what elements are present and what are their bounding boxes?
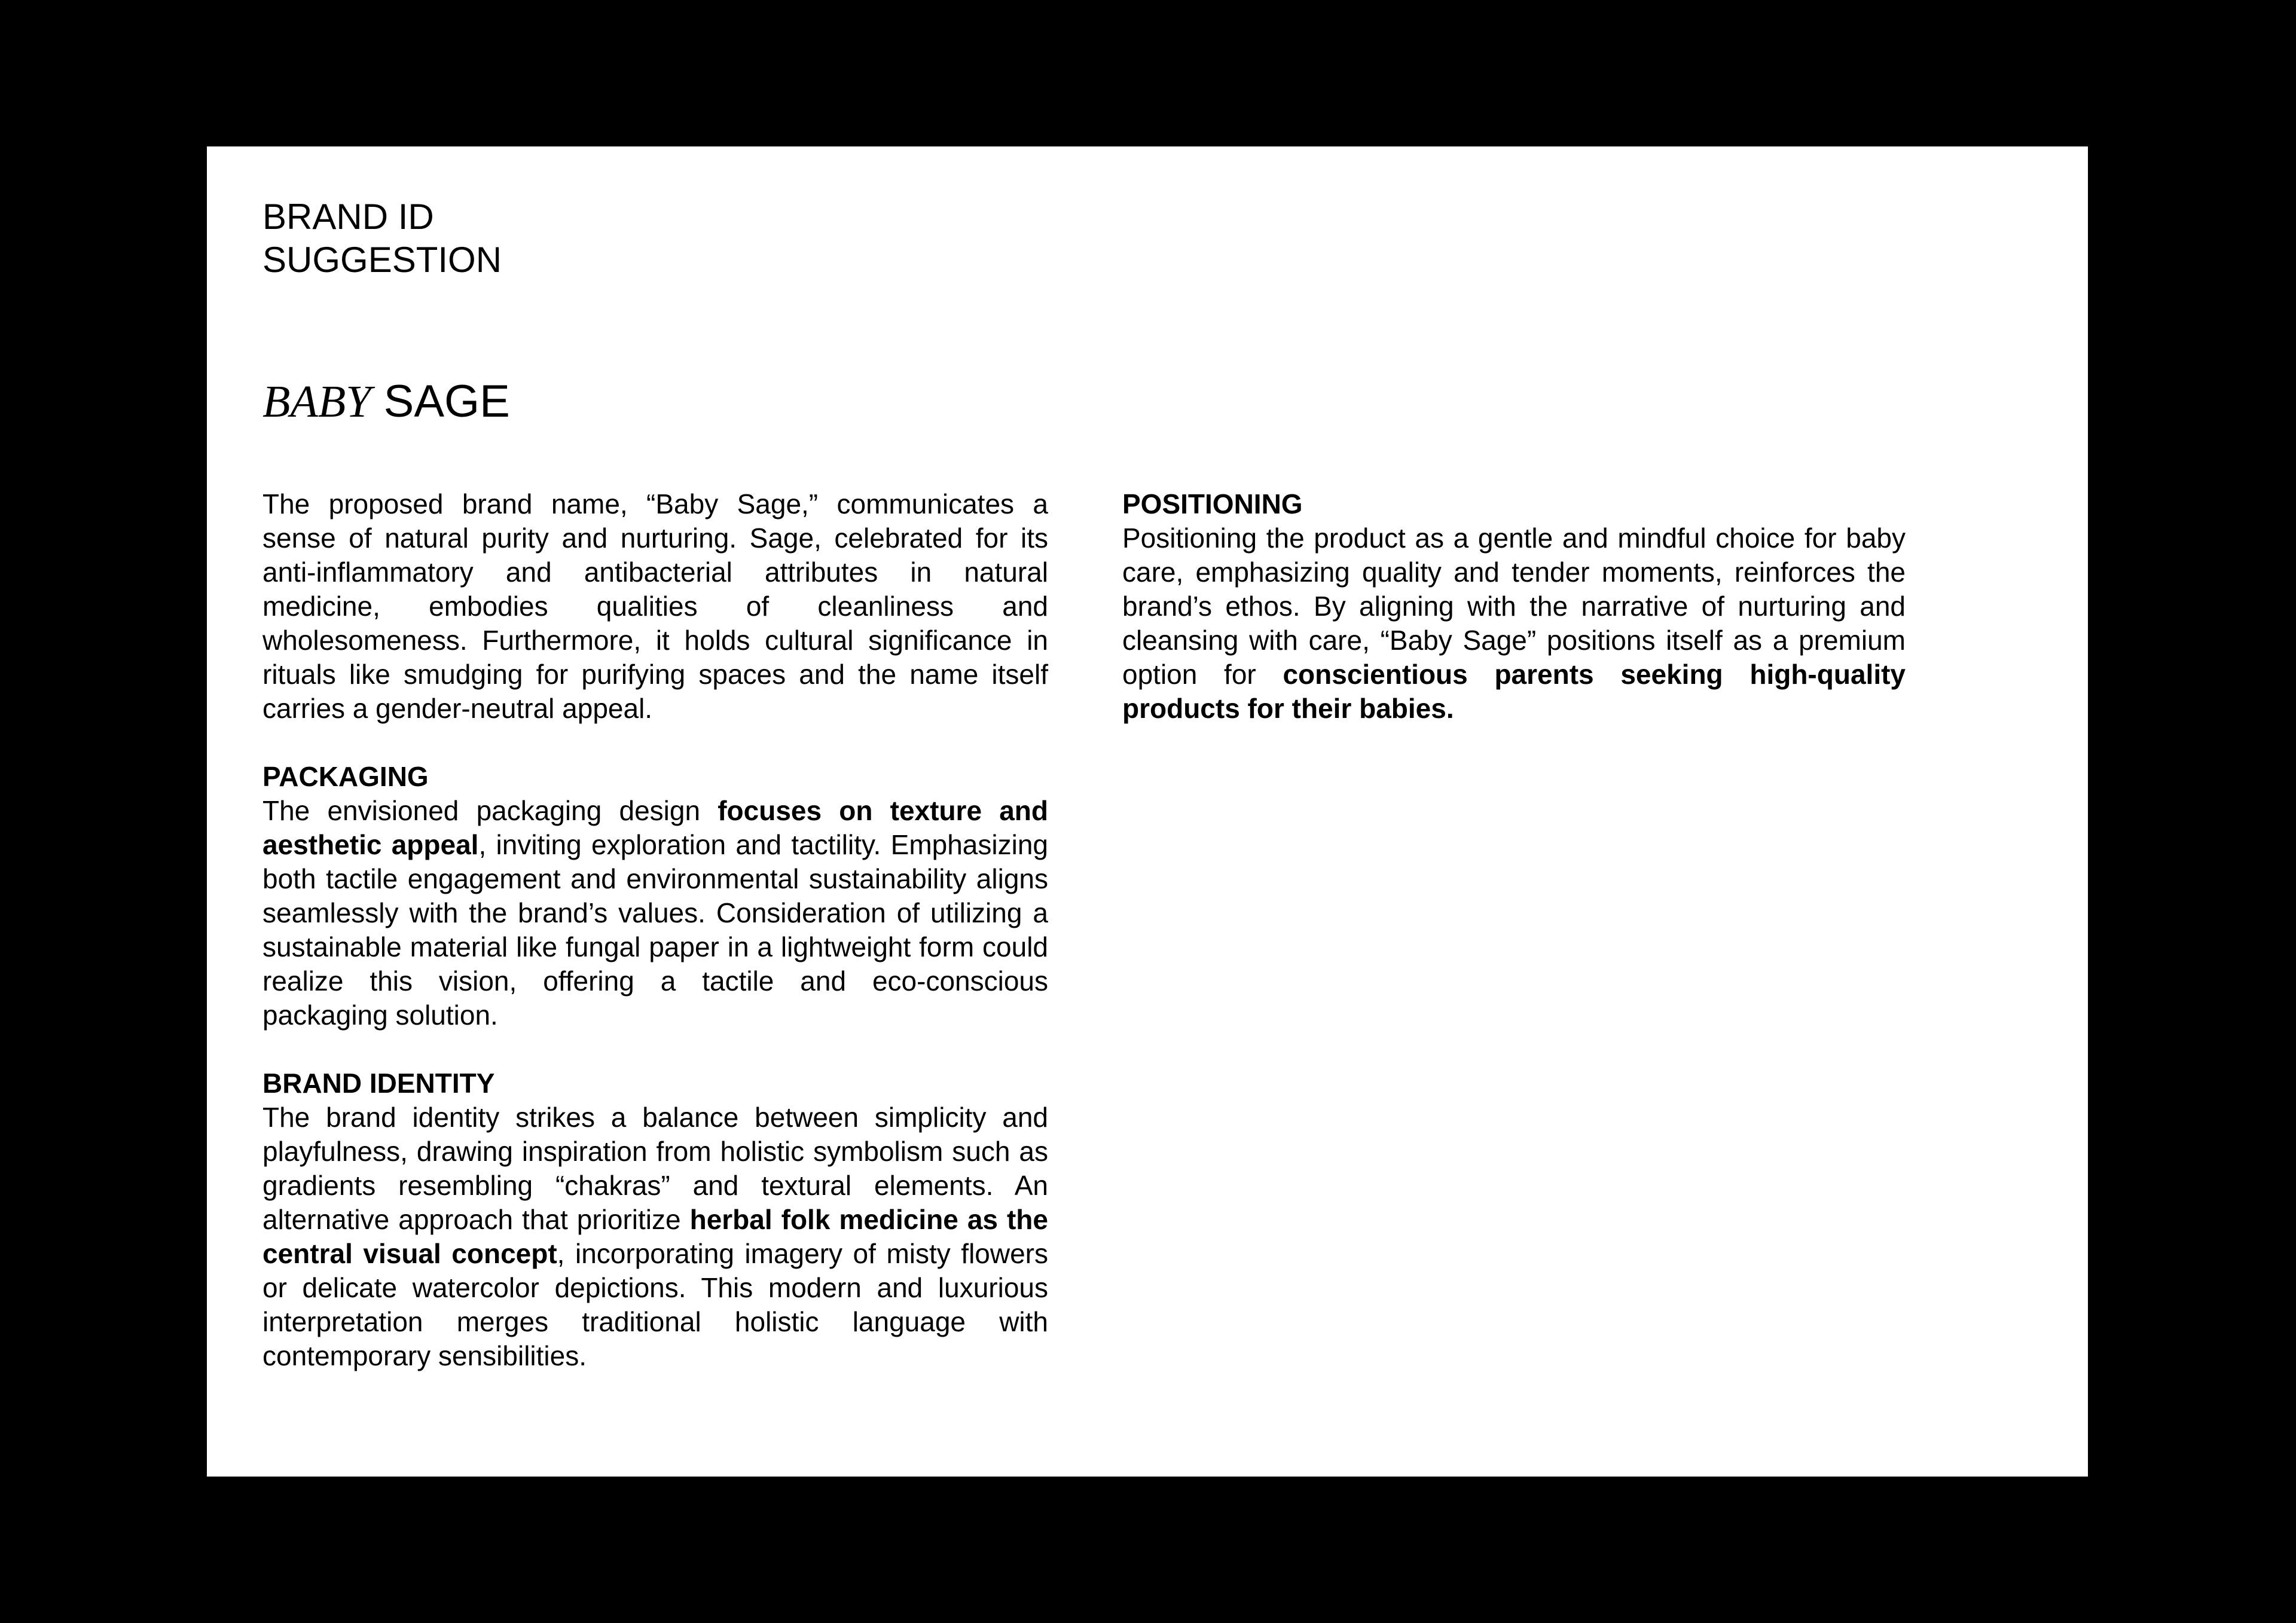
packaging-section	[262, 760, 1048, 1032]
brand-identity-section	[262, 1066, 1048, 1373]
positioning-bold-text: conscientious parents seeking high-quality products for their babies.	[1122, 659, 1906, 724]
header-line-1: BRAND ID	[262, 197, 434, 237]
header-line-2: SUGGESTION	[262, 240, 502, 280]
packaging-text-before: The envisioned packaging design	[262, 795, 718, 826]
brand-identity-text-after: , incorporating imagery of misty flowers or delicate watercolor depictions. This modern and luxurious interpretation merges traditional holistic language with contemporary sensibilities.	[262, 1238, 1048, 1371]
document-page	[207, 146, 2088, 1477]
brand-identity-bold-text: herbal folk medicine as the central visual concept	[262, 1204, 1048, 1269]
brand-name-italic: BABY	[262, 377, 371, 427]
packaging-bold-text: focuses on texture and aesthetic appeal	[262, 795, 1048, 860]
positioning-paragraph	[1122, 521, 1906, 726]
brand-name-plain: SAGE	[383, 376, 510, 427]
positioning-text-before: Positioning the product as a gentle and mindful choice for baby care, emphasizing quality and tender moments, reinforces the brand’s ethos. By aligning with the narrative of nurturing and cleansing with care, “Baby Sage” positions itself as a premium option for	[1122, 522, 1906, 690]
packaging-heading: PACKAGING	[262, 761, 429, 792]
brand-name-title	[262, 375, 510, 429]
brand-identity-text-before: The brand identity strikes a balance between simplicity and playfulness, drawing inspiration from holistic symbolism such as gradients resembling “chakras” and textural elements. An alternative approach that prioritize	[262, 1102, 1048, 1235]
packaging-paragraph	[262, 794, 1048, 1032]
brand-identity-paragraph	[262, 1101, 1048, 1373]
brand-identity-heading: BRAND IDENTITY	[262, 1068, 495, 1099]
left-column	[262, 487, 1048, 1407]
positioning-heading: POSITIONING	[1122, 488, 1303, 519]
page-header	[262, 195, 502, 282]
packaging-text-after: , inviting exploration and tactility. Emphasizing both tactile engagement and environmental sustainability aligns seamlessly with the brand’s values. Consideration of utilizing a sustainable material like fungal paper in a lightweight form could realize this vision, offering a tactile and eco-conscious packaging solution.	[262, 829, 1048, 1031]
intro-section	[262, 487, 1048, 726]
positioning-section	[1122, 487, 1906, 726]
right-column	[1122, 487, 1906, 760]
intro-paragraph: The proposed brand name, “Baby Sage,” communicates a sense of natural purity and nurturing. Sage, celebrated for its anti-inflammatory and antibacterial attributes in natural medicine, embodies qualities of cleanliness and wholesomeness. Furthermore, it holds cultural significance in rituals like smudging for purifying spaces and the name itself carries a gender-neutral appeal.	[262, 488, 1048, 724]
